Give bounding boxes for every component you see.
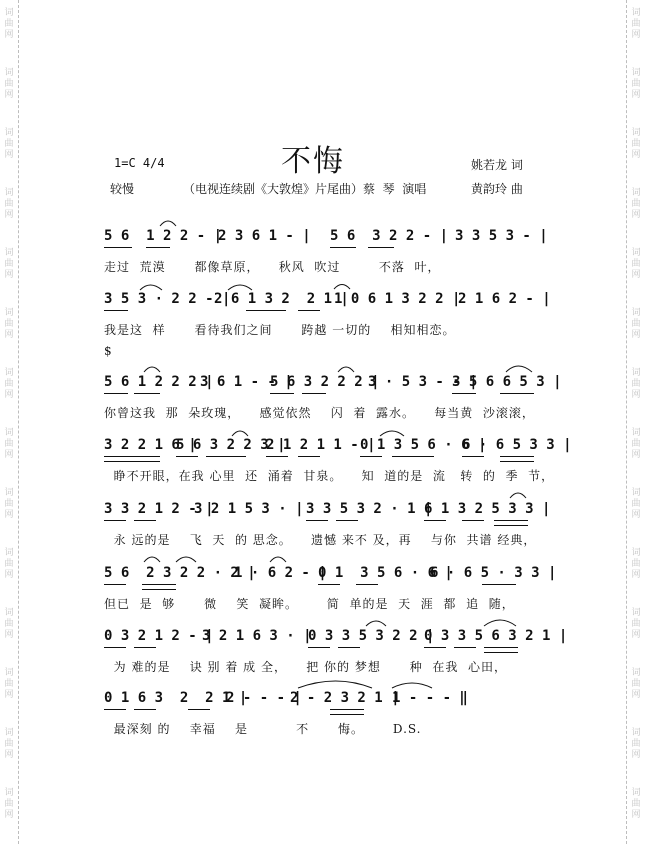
lyrics-line: 为 难的是 诀 别 着 成 全， 把 你的 梦想 种 在我 心田， bbox=[104, 660, 507, 674]
watermark: 词曲网 bbox=[631, 428, 641, 460]
slur bbox=[510, 493, 526, 498]
measure: 2 - 2 3 2 1 | bbox=[290, 690, 400, 706]
lyrics-line: 睁不开眼，在我 心里 还 涌着 甘泉。 知 道的是 流 转 的 季 节， bbox=[104, 469, 555, 483]
watermark: 词曲网 bbox=[631, 488, 641, 520]
measure: 3 · 5 3 - - | bbox=[368, 374, 478, 390]
composer: 黄韵玲 曲 bbox=[471, 182, 523, 196]
measure: 5 6 3 2 2 3 | bbox=[176, 437, 286, 453]
watermark: 词曲网 bbox=[631, 668, 641, 700]
watermark: 词曲网 bbox=[4, 548, 14, 580]
watermark: 词曲网 bbox=[631, 368, 641, 400]
watermark: 词曲网 bbox=[631, 68, 641, 100]
measure: 5 6 1 2 2 2 | bbox=[104, 374, 214, 390]
measure: 0 3 3 5 3 2 2 | bbox=[308, 628, 435, 644]
slur bbox=[160, 221, 176, 226]
slur bbox=[484, 620, 516, 626]
measure: 0 1 3 5 6 · 6 | bbox=[318, 565, 453, 581]
measure: 3 3 5 3 2 · 1 | bbox=[306, 501, 433, 517]
watermark: 词曲网 bbox=[4, 68, 14, 100]
measure: 6 · 6 5 · 3 3 | bbox=[430, 565, 557, 581]
measure: 0 1 6 3 2 2 1 | bbox=[104, 690, 248, 706]
watermark: 词曲网 bbox=[4, 8, 14, 40]
slur bbox=[228, 285, 252, 290]
measure: 1 - - - ‖ bbox=[392, 690, 468, 706]
measure: 3 2 1 5 3 · | bbox=[194, 501, 304, 517]
slur bbox=[366, 621, 386, 626]
watermark: 词曲网 bbox=[4, 308, 14, 340]
watermark: 词曲网 bbox=[631, 128, 641, 160]
measure: 0 3 2 1 2 - | bbox=[104, 628, 214, 644]
measure: 2 - - - | bbox=[226, 690, 302, 706]
measure: 2 3 6 1 - | bbox=[218, 228, 311, 244]
watermark: 词曲网 bbox=[631, 8, 641, 40]
measure: 1 0 6 1 3 2 2 | bbox=[334, 291, 461, 307]
slur bbox=[506, 366, 532, 372]
measure: 3 5 6 6 5 3 | bbox=[452, 374, 562, 390]
slur bbox=[334, 285, 350, 290]
measure: 5 6 1 2 2 - | bbox=[104, 228, 223, 244]
song-credit: （电视连续剧《大敦煌》片尾曲）蔡 琴 演唱 bbox=[183, 182, 427, 196]
measure: 3 3 5 3 - | bbox=[455, 228, 548, 244]
measure: 1 · 6 2 - | bbox=[234, 565, 327, 581]
watermark: 词曲网 bbox=[631, 248, 641, 280]
watermark: 词曲网 bbox=[4, 728, 14, 760]
song-title: 不悔 bbox=[281, 144, 345, 179]
watermark: 词曲网 bbox=[631, 608, 641, 640]
watermark: 词曲网 bbox=[631, 548, 641, 580]
slur bbox=[140, 285, 162, 290]
lyrics-line: 走过 荒漠 都像草原， 秋风 吹过 不落 叶， bbox=[104, 260, 441, 274]
measure: 0 3 3 5 6 3 2 1 | bbox=[424, 628, 568, 644]
watermark: 词曲网 bbox=[4, 188, 14, 220]
measure: 2 6 1 3 2 2 1 | bbox=[214, 291, 349, 307]
measure: 5 6 3 2 2 2 | bbox=[270, 374, 380, 390]
slur bbox=[176, 557, 196, 562]
watermark: 词曲网 bbox=[4, 128, 14, 160]
lyrics-line: 最深刻 的 幸福 是 不 悔。 D.S. bbox=[104, 722, 422, 736]
watermark: 词曲网 bbox=[4, 428, 14, 460]
watermark: 词曲网 bbox=[4, 488, 14, 520]
watermark: 词曲网 bbox=[631, 188, 641, 220]
measure: 2 1 2 1 1 - | bbox=[266, 437, 376, 453]
lyrics-line: 但已 是 够 微 笑 凝眸。 简 单的是 天 涯 都 追 随， bbox=[104, 597, 515, 611]
slur bbox=[144, 367, 160, 372]
lyricist: 姚若龙 词 bbox=[471, 158, 523, 172]
measure: 3 6 1 - - | bbox=[200, 374, 293, 390]
measure: 3 5 3 · 2 2 - | bbox=[104, 291, 231, 307]
measure: 5 6 2 3 2 2 · 2 | bbox=[104, 565, 256, 581]
measure: 2 1 6 2 - | bbox=[458, 291, 551, 307]
measure: 3 2 2 1 6 | bbox=[104, 437, 197, 453]
lyrics-line: 你曾这我 那 朵玫瑰， 感觉依然 闪 着 露水。 每当黄 沙滚滚， bbox=[104, 406, 535, 420]
watermark: 词曲网 bbox=[631, 728, 641, 760]
watermark: 词曲网 bbox=[631, 308, 641, 340]
measure: 6 · 6 5 3 3 | bbox=[462, 437, 572, 453]
slur bbox=[392, 683, 432, 688]
watermark: 词曲网 bbox=[4, 608, 14, 640]
slur bbox=[232, 431, 248, 436]
segno-sign: $ bbox=[104, 344, 112, 358]
slur bbox=[298, 681, 372, 688]
key-time-signature: 1=C 4/4 bbox=[114, 156, 165, 170]
slur bbox=[380, 431, 404, 436]
lyrics-line: 我是这 样 看待我们之间 跨越 一切的 相知相恋。 bbox=[104, 323, 456, 337]
watermark: 词曲网 bbox=[4, 248, 14, 280]
watermark: 词曲网 bbox=[4, 668, 14, 700]
measure: 5 6 3 2 2 - | bbox=[330, 228, 449, 244]
measure: 3 2 1 6 3 · | bbox=[202, 628, 312, 644]
measure: 3 3 2 1 2 - | bbox=[104, 501, 214, 517]
measure: 0 1 3 5 6 · 6 | bbox=[360, 437, 487, 453]
lyrics-line: 永 远的是 飞 天 的 思念。 遗憾 来不 及，再 与你 共谱 经典， bbox=[104, 533, 537, 547]
watermark: 词曲网 bbox=[4, 368, 14, 400]
measure: 6 1 3 2 5 3 3 | bbox=[424, 501, 551, 517]
tempo-marking: 较慢 bbox=[110, 182, 135, 196]
watermark: 词曲网 bbox=[631, 788, 641, 820]
slur bbox=[338, 367, 354, 372]
watermark: 词曲网 bbox=[4, 788, 14, 820]
slur bbox=[270, 557, 286, 562]
slur bbox=[144, 557, 160, 562]
